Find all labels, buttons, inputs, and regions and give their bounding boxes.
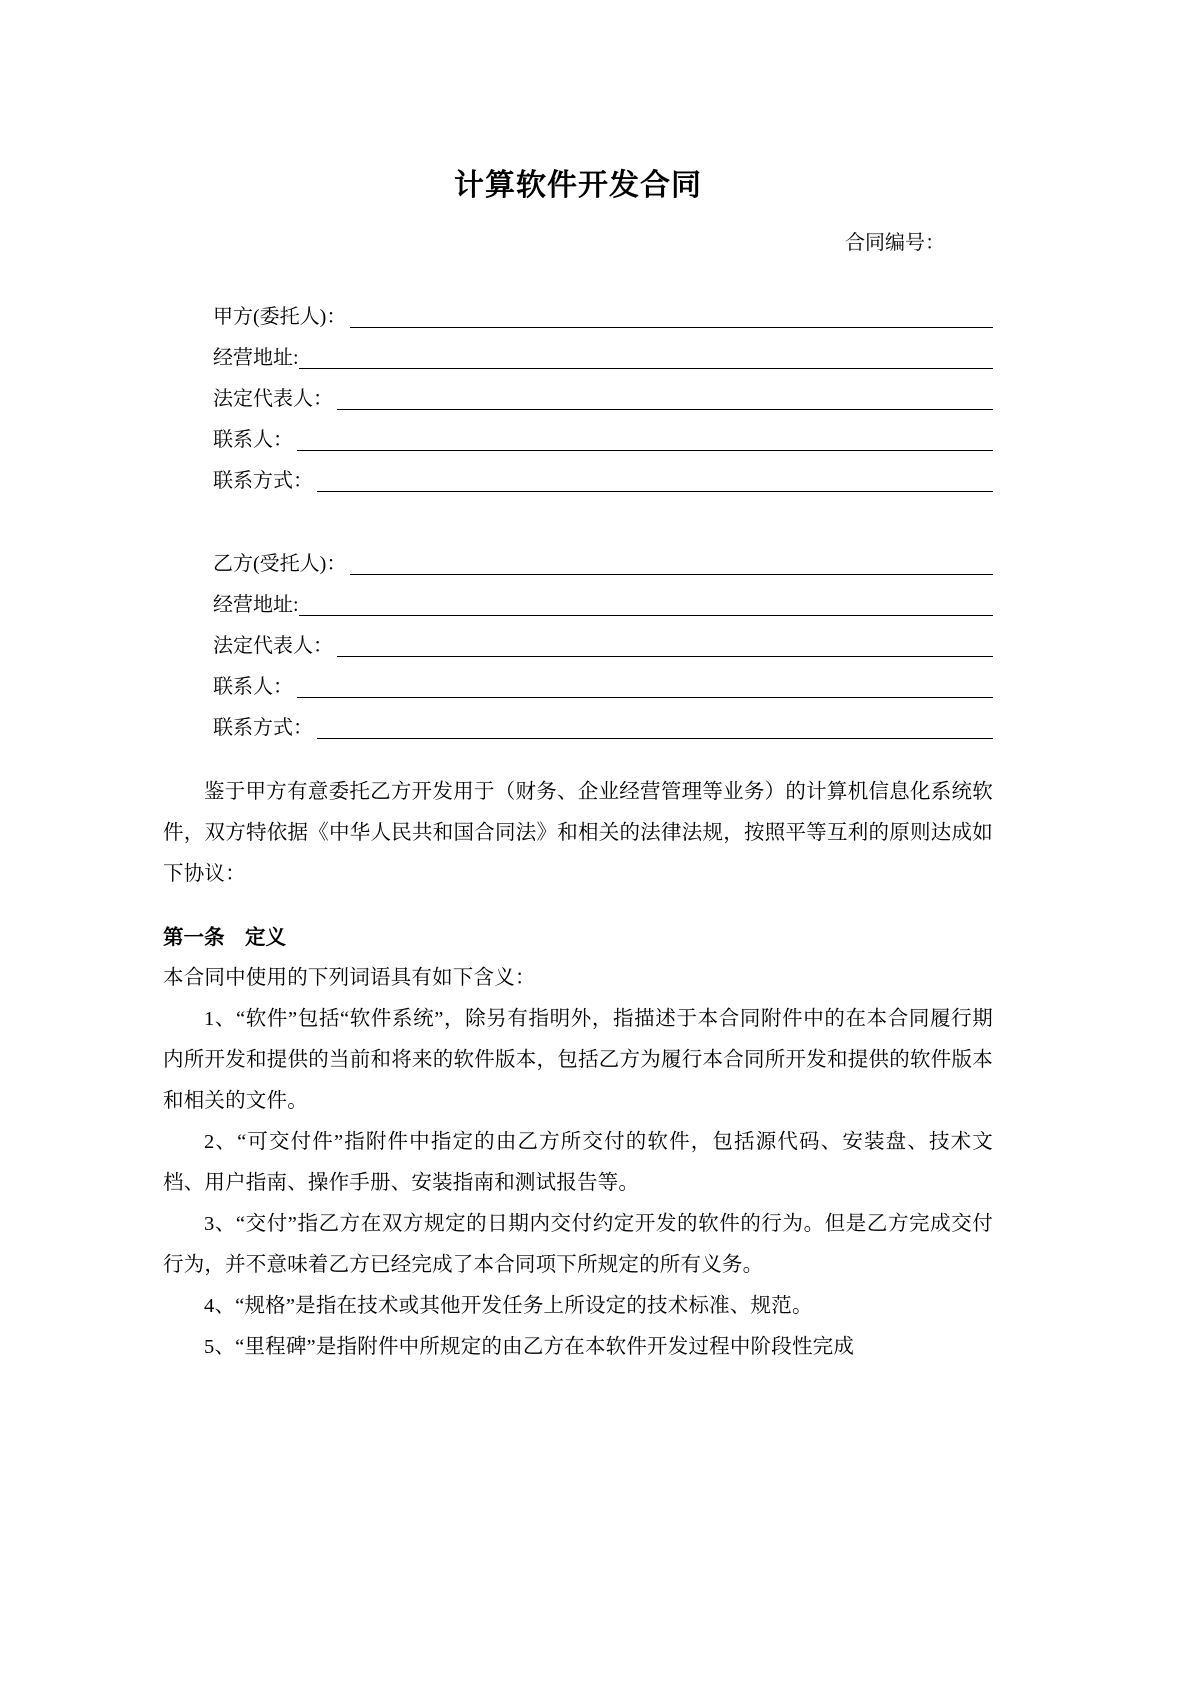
definition-item-5: 5、“里程碑”是指附件中所规定的由乙方在本软件开发过程中阶段性完成 bbox=[204, 1336, 855, 1358]
field-input-party-b-legal-rep[interactable] bbox=[337, 656, 993, 657]
field-label-party-a-name: 甲方(委托人)： bbox=[213, 306, 347, 328]
definition-item-4: 4、“规格”是指在技术或其他开发任务上所设定的技术标准、规范。 bbox=[204, 1295, 813, 1317]
field-input-party-b-address[interactable] bbox=[299, 615, 993, 616]
field-input-party-b-phone[interactable] bbox=[317, 738, 993, 739]
field-row-party-a-phone bbox=[213, 456, 993, 497]
definition-item-3: 3、“交付”指乙方在双方规定的日期内交付约定开发的软件的行为。但是乙方完成交付行为，并不意味着乙方已经完成了本合同项下所规定的所有义务。 bbox=[163, 1213, 993, 1276]
field-row-party-a-address bbox=[213, 333, 993, 374]
field-input-party-b-contact[interactable] bbox=[297, 697, 993, 698]
field-row-party-a-legal-rep bbox=[213, 374, 993, 415]
definition-item-1: 1、“软件”包括“软件系统”，除另有指明外，指描述于本合同附件中的在本合同履行期内所开发和提供的当前和将来的软件版本，包括乙方为履行本合同所开发和提供的软件版本和相关的文件。 bbox=[163, 1008, 993, 1112]
contract-number-label: 合同编号： bbox=[845, 232, 945, 254]
field-label-party-a-phone: 联系方式： bbox=[213, 470, 313, 492]
field-input-party-a-address[interactable] bbox=[299, 368, 993, 369]
field-row-party-b-legal-rep bbox=[213, 621, 993, 662]
party-b-block bbox=[163, 497, 993, 744]
field-input-party-a-phone[interactable] bbox=[317, 491, 993, 492]
party-a-block bbox=[163, 258, 993, 497]
field-label-party-a-contact: 联系人： bbox=[213, 429, 293, 451]
field-label-party-a-address: 经营地址: bbox=[213, 347, 299, 369]
article-one-heading: 第一条 定义 bbox=[163, 926, 286, 949]
field-row-party-b-address bbox=[213, 580, 993, 621]
field-row-party-a-contact bbox=[213, 415, 993, 456]
page-content bbox=[163, 0, 993, 1368]
article-one-lead: 本合同中使用的下列词语具有如下含义： bbox=[163, 967, 536, 989]
field-row-party-b-phone bbox=[213, 703, 993, 744]
field-row-party-a-name bbox=[213, 292, 993, 333]
field-row-party-b-contact bbox=[213, 662, 993, 703]
field-input-party-a-legal-rep[interactable] bbox=[337, 409, 993, 410]
field-input-party-b-name[interactable] bbox=[350, 574, 993, 575]
field-label-party-b-phone: 联系方式： bbox=[213, 717, 313, 739]
field-label-party-a-legal-rep: 法定代表人： bbox=[213, 388, 333, 410]
page-title: 计算软件开发合同 bbox=[454, 169, 702, 202]
field-label-party-b-contact: 联系人： bbox=[213, 676, 293, 698]
field-input-party-a-contact[interactable] bbox=[297, 450, 993, 451]
preamble-paragraph: 鉴于甲方有意委托乙方开发用于（财务、企业经营管理等业务）的计算机信息化系统软件，双方特依据《中华人民共和国合同法》和相关的法律法规，按照平等互利的原则达成如下协议： bbox=[163, 781, 993, 885]
field-input-party-a-name[interactable] bbox=[350, 327, 993, 328]
field-label-party-b-legal-rep: 法定代表人： bbox=[213, 635, 333, 657]
field-label-party-b-address: 经营地址: bbox=[213, 594, 299, 616]
field-row-party-b-name bbox=[213, 539, 993, 580]
field-label-party-b-name: 乙方(受托人)： bbox=[213, 553, 347, 575]
definition-item-2: 2、“可交付件”指附件中指定的由乙方所交付的软件，包括源代码、安装盘、技术文档、用户指南、操作手册、安装指南和测试报告等。 bbox=[163, 1131, 993, 1194]
